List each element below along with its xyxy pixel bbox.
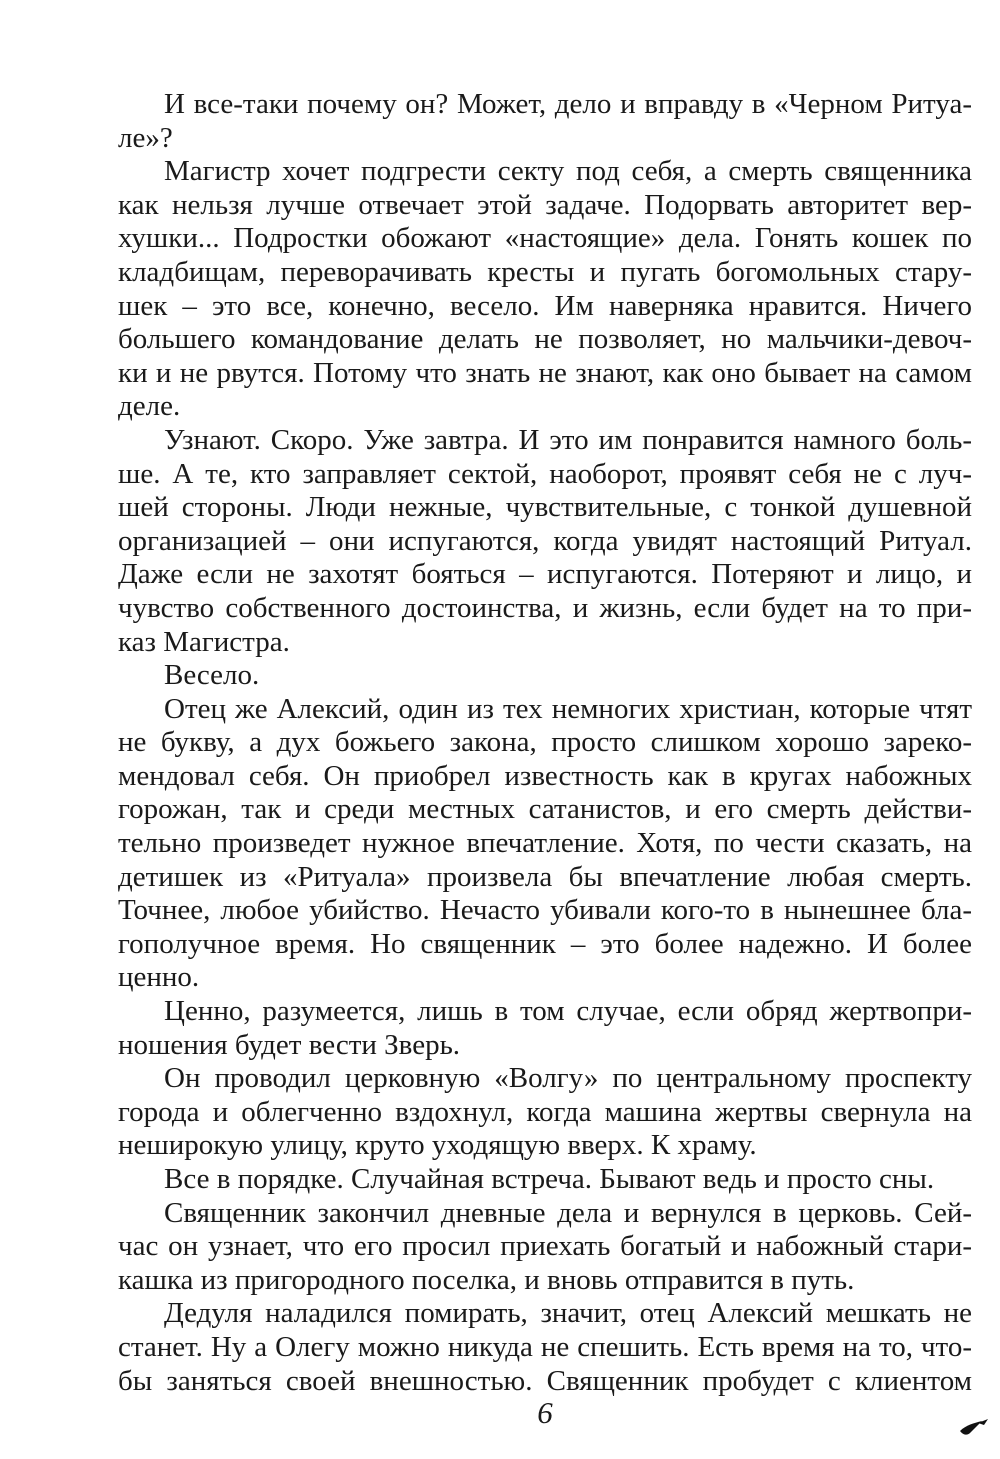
text-line: как нельзя лучше отвечает этой задаче. Подорвать авторитет вер- <box>118 188 972 221</box>
corner-mark-icon <box>958 1417 990 1437</box>
text-line: кашка из пригородного поселка, и вновь отправится в путь. <box>118 1263 855 1296</box>
text-line: И все-таки почему он? Может, дело и вправду в «Черном Ритуа- <box>164 88 972 120</box>
text-line: шей стороны. Люди нежные, чувствительные, с тонкой душевной <box>118 491 972 524</box>
text-line: Точнее, любое убийство. Нечасто убивали кого-то в нынешнее бла- <box>118 894 972 927</box>
text-line: чувство собственного достоинства, и жизнь, если будет на то при- <box>118 591 972 624</box>
text-line: Священник закончил дневные дела и вернулся в церковь. Сей- <box>164 1196 972 1229</box>
text-line: детишек из «Ритуала» произвела бы впечатление любая смерть. <box>118 860 972 893</box>
text-line: Отец же Алексий, один из тех немногих христиан, которые чтят <box>164 692 972 725</box>
text-line: ношения будет вести Зверь. <box>118 1028 461 1061</box>
text-line: ценно. <box>118 961 200 994</box>
text-line: Весело. <box>164 659 260 692</box>
body-text <box>118 88 972 1398</box>
text-line: Дедуля наладился помирать, значит, отец Алексий мешкать не <box>164 1297 972 1330</box>
text-line: деле. <box>118 390 181 423</box>
text-line: Он проводил церковную «Волгу» по центральному проспекту <box>164 1062 972 1095</box>
text-line: неширокую улицу, круто уходящую вверх. К храму. <box>118 1129 757 1162</box>
text-line: гополучное время. Но священник – это более надежно. И более <box>118 927 972 960</box>
text-line: организацией – они испугаются, когда увидят настоящий Ритуал. <box>118 524 972 557</box>
text-line: большего командование делать не позволяет, но мальчики-девоч- <box>118 323 972 356</box>
text-line: час он узнает, что его просил приехать богатый и набожный стари- <box>118 1230 972 1263</box>
text-line: Все в порядке. Случайная встреча. Бывают ведь и просто сны. <box>164 1163 935 1195</box>
page-number: 6 <box>537 1395 553 1430</box>
text-line: Узнают. Скоро. Уже завтра. И это им понравится намного боль- <box>164 423 972 456</box>
text-line: мендовал себя. Он приобрел известность как в кругах набожных <box>118 759 972 792</box>
text-line: тельно произведет нужное впечатление. Хотя, по чести сказать, на <box>118 827 972 860</box>
text-line: шек – это все, конечно, весело. Им наверняка нравится. Ничего <box>118 289 972 322</box>
text-line: Магистр хочет подгрести секту под себя, а смерть священника <box>164 155 972 188</box>
text-line: ше. А те, кто заправляет сектой, наоборот, проявят себя не с луч- <box>118 457 972 490</box>
text-line: бы заняться своей внешностью. Священник пробудет с клиентом <box>118 1364 972 1397</box>
text-line: горожан, так и среди местных сатанистов, и его смерть действи- <box>118 793 972 826</box>
text-line: ле»? <box>118 121 173 154</box>
text-line: ки и не рвутся. Потому что знать не знают, как оно бывает на самом <box>118 356 972 389</box>
text-line: кладбищам, переворачивать кресты и пугать богомольных стару- <box>118 255 972 288</box>
text-line: хушки... Подростки обожают «настоящие» дела. Гонять кошек по <box>118 222 972 255</box>
text-line: не букву, а дух божьего закона, просто слишком хорошо зареко- <box>118 726 972 759</box>
text-line: каз Магистра. <box>118 625 290 658</box>
text-line: города и облегченно вздохнул, когда машина жертвы свернула на <box>118 1095 972 1128</box>
text-line: Ценно, разумеется, лишь в том случае, если обряд жертвопри- <box>164 995 972 1028</box>
text-line: станет. Ну а Олегу можно никуда не спешить. Есть время на то, что- <box>118 1330 972 1363</box>
text-line: Даже если не захотят бояться – испугаются. Потеряют и лицо, и <box>118 558 972 591</box>
